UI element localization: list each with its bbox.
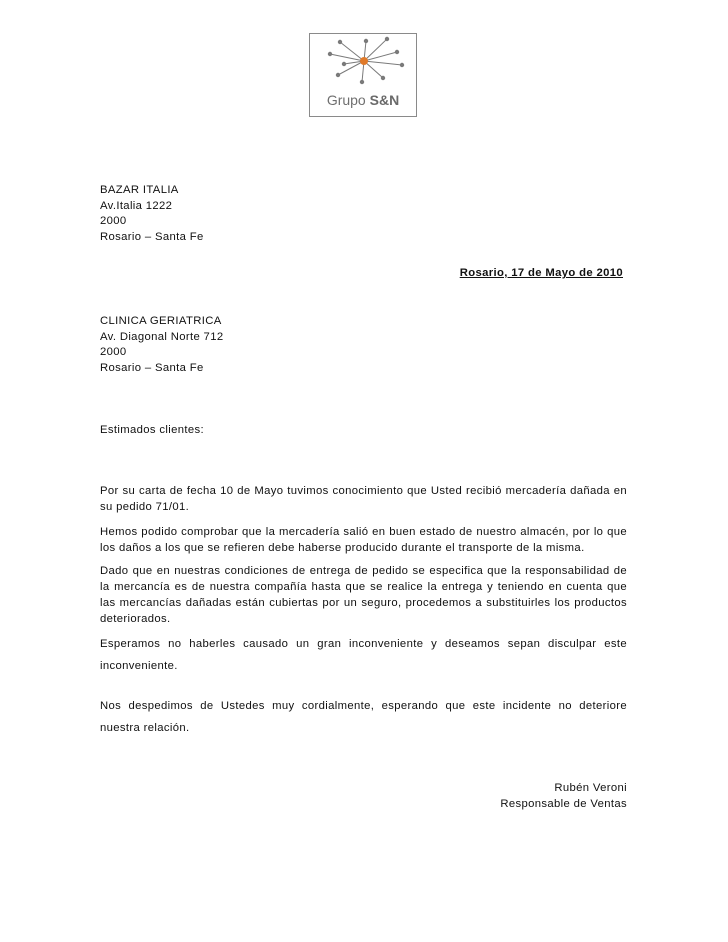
sender-address bbox=[100, 183, 204, 245]
sender-line: Rosario – Santa Fe bbox=[100, 230, 204, 243]
signature-name: Rubén Veroni bbox=[554, 782, 627, 794]
sender-line: 2000 bbox=[100, 215, 127, 227]
logo-text-bold: S&N bbox=[369, 92, 400, 108]
logo-wordmark bbox=[310, 92, 416, 108]
company-logo bbox=[309, 33, 417, 117]
signature-title: Responsable de Ventas bbox=[500, 798, 627, 810]
logo-text-light: Grupo bbox=[326, 92, 366, 108]
greeting: Estimados clientes: bbox=[100, 424, 204, 436]
sender-line: BAZAR ITALIA bbox=[100, 184, 179, 196]
body-paragraph: Esperamos no haberles causado un gran inconveniente y deseamos sepan disculpar este inconveniente. bbox=[100, 638, 627, 672]
recipient-address bbox=[100, 314, 223, 376]
body-paragraph: Nos despedimos de Ustedes muy cordialmente, esperando que este incidente no deteriore nuestra relación. bbox=[100, 700, 627, 734]
recipient-line: Av. Diagonal Norte 712 bbox=[100, 330, 224, 343]
recipient-line: CLINICA GERIATRICA bbox=[100, 315, 222, 327]
letter-date: Rosario, 17 de Mayo de 2010 bbox=[459, 267, 623, 279]
sender-line: Av.Italia 1222 bbox=[100, 199, 173, 212]
body-paragraph: Por su carta de fecha 10 de Mayo tuvimos conocimiento que Usted recibió mercadería dañada en su pedido 71/01. bbox=[100, 485, 627, 513]
body-paragraph: Hemos podido comprobar que la mercadería salió en buen estado de nuestro almacén, por lo que los daños a los que se refieren debe haberse producido durante el transporte de la misma. bbox=[100, 526, 627, 554]
recipient-line: Rosario – Santa Fe bbox=[100, 361, 204, 374]
signature-block bbox=[500, 780, 627, 812]
body-paragraph: Dado que en nuestras condiciones de entrega de pedido se especifica que la responsabilidad de la mercancía es de nuestra compañía hasta que se realice la entrega y teniendo en cuenta que las mercancías dañadas están cubiertas por un seguro, procedemos a substituirles los productos deteriorados. bbox=[100, 565, 627, 625]
recipient-line: 2000 bbox=[100, 346, 127, 358]
